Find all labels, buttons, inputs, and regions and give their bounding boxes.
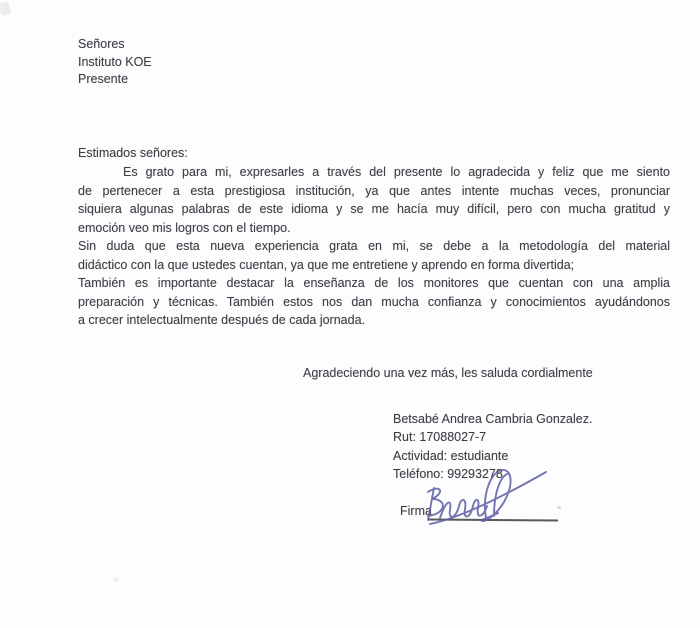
- signer-name: Betsabé Andrea Cambria Gonzalez.: [393, 412, 593, 426]
- scan-artifact-corner: [0, 1, 12, 16]
- recipient-line: Señores: [78, 37, 125, 51]
- body-line: siquiera algunas palabras de este idioma y se me hacía muy difícil, pero con mucha gratitud y: [78, 202, 670, 216]
- signer-phone: Teléfono: 99293278: [393, 467, 503, 482]
- recipient-block: [78, 36, 152, 89]
- body-line: emoción veo mis logros con el tiempo.: [78, 220, 291, 235]
- body-line: a crecer intelectualmente después de cada jornada.: [78, 313, 365, 327]
- letter-body: [78, 163, 670, 330]
- signer-activity: Actividad: estudiante: [393, 448, 509, 463]
- signature-stroke: [440, 500, 487, 518]
- signature-stroke: [430, 472, 546, 524]
- scan-speck: [557, 506, 561, 509]
- signer-rut: Rut: 17088027-7: [393, 430, 487, 445]
- firma-label: Firma: [400, 504, 432, 518]
- body-line: También es importante destacar la enseñanza de los monitores que cuentan con una amplia: [78, 276, 670, 290]
- body-line: didáctico con la que ustedes cuentan, ya que me entretiene y aprendo en forma divertida;: [78, 257, 575, 272]
- closing-line: Agradeciendo una vez más, les saluda cordialmente: [303, 366, 593, 380]
- scan-speck: [113, 577, 119, 582]
- body-line: de pertenecer a esta prestigiosa institución, ya que antes intente muchas veces, pronunciar: [78, 183, 670, 198]
- recipient-line: Presente: [78, 72, 129, 86]
- body-line: Es grato para mi, expresarles a través del presente lo agradecida y feliz que me siento: [123, 165, 670, 179]
- body-line: Sin duda que esta nueva experiencia grata en mi, se debe a la metodología del material: [78, 239, 670, 253]
- recipient-line: Instituto KOE: [78, 54, 152, 69]
- body-line: preparación y técnicas. También estos nos dan mucha confianza y conocimientos ayudándonos: [78, 294, 670, 309]
- salutation: Estimados señores:: [78, 146, 188, 160]
- handwritten-signature: [424, 466, 559, 528]
